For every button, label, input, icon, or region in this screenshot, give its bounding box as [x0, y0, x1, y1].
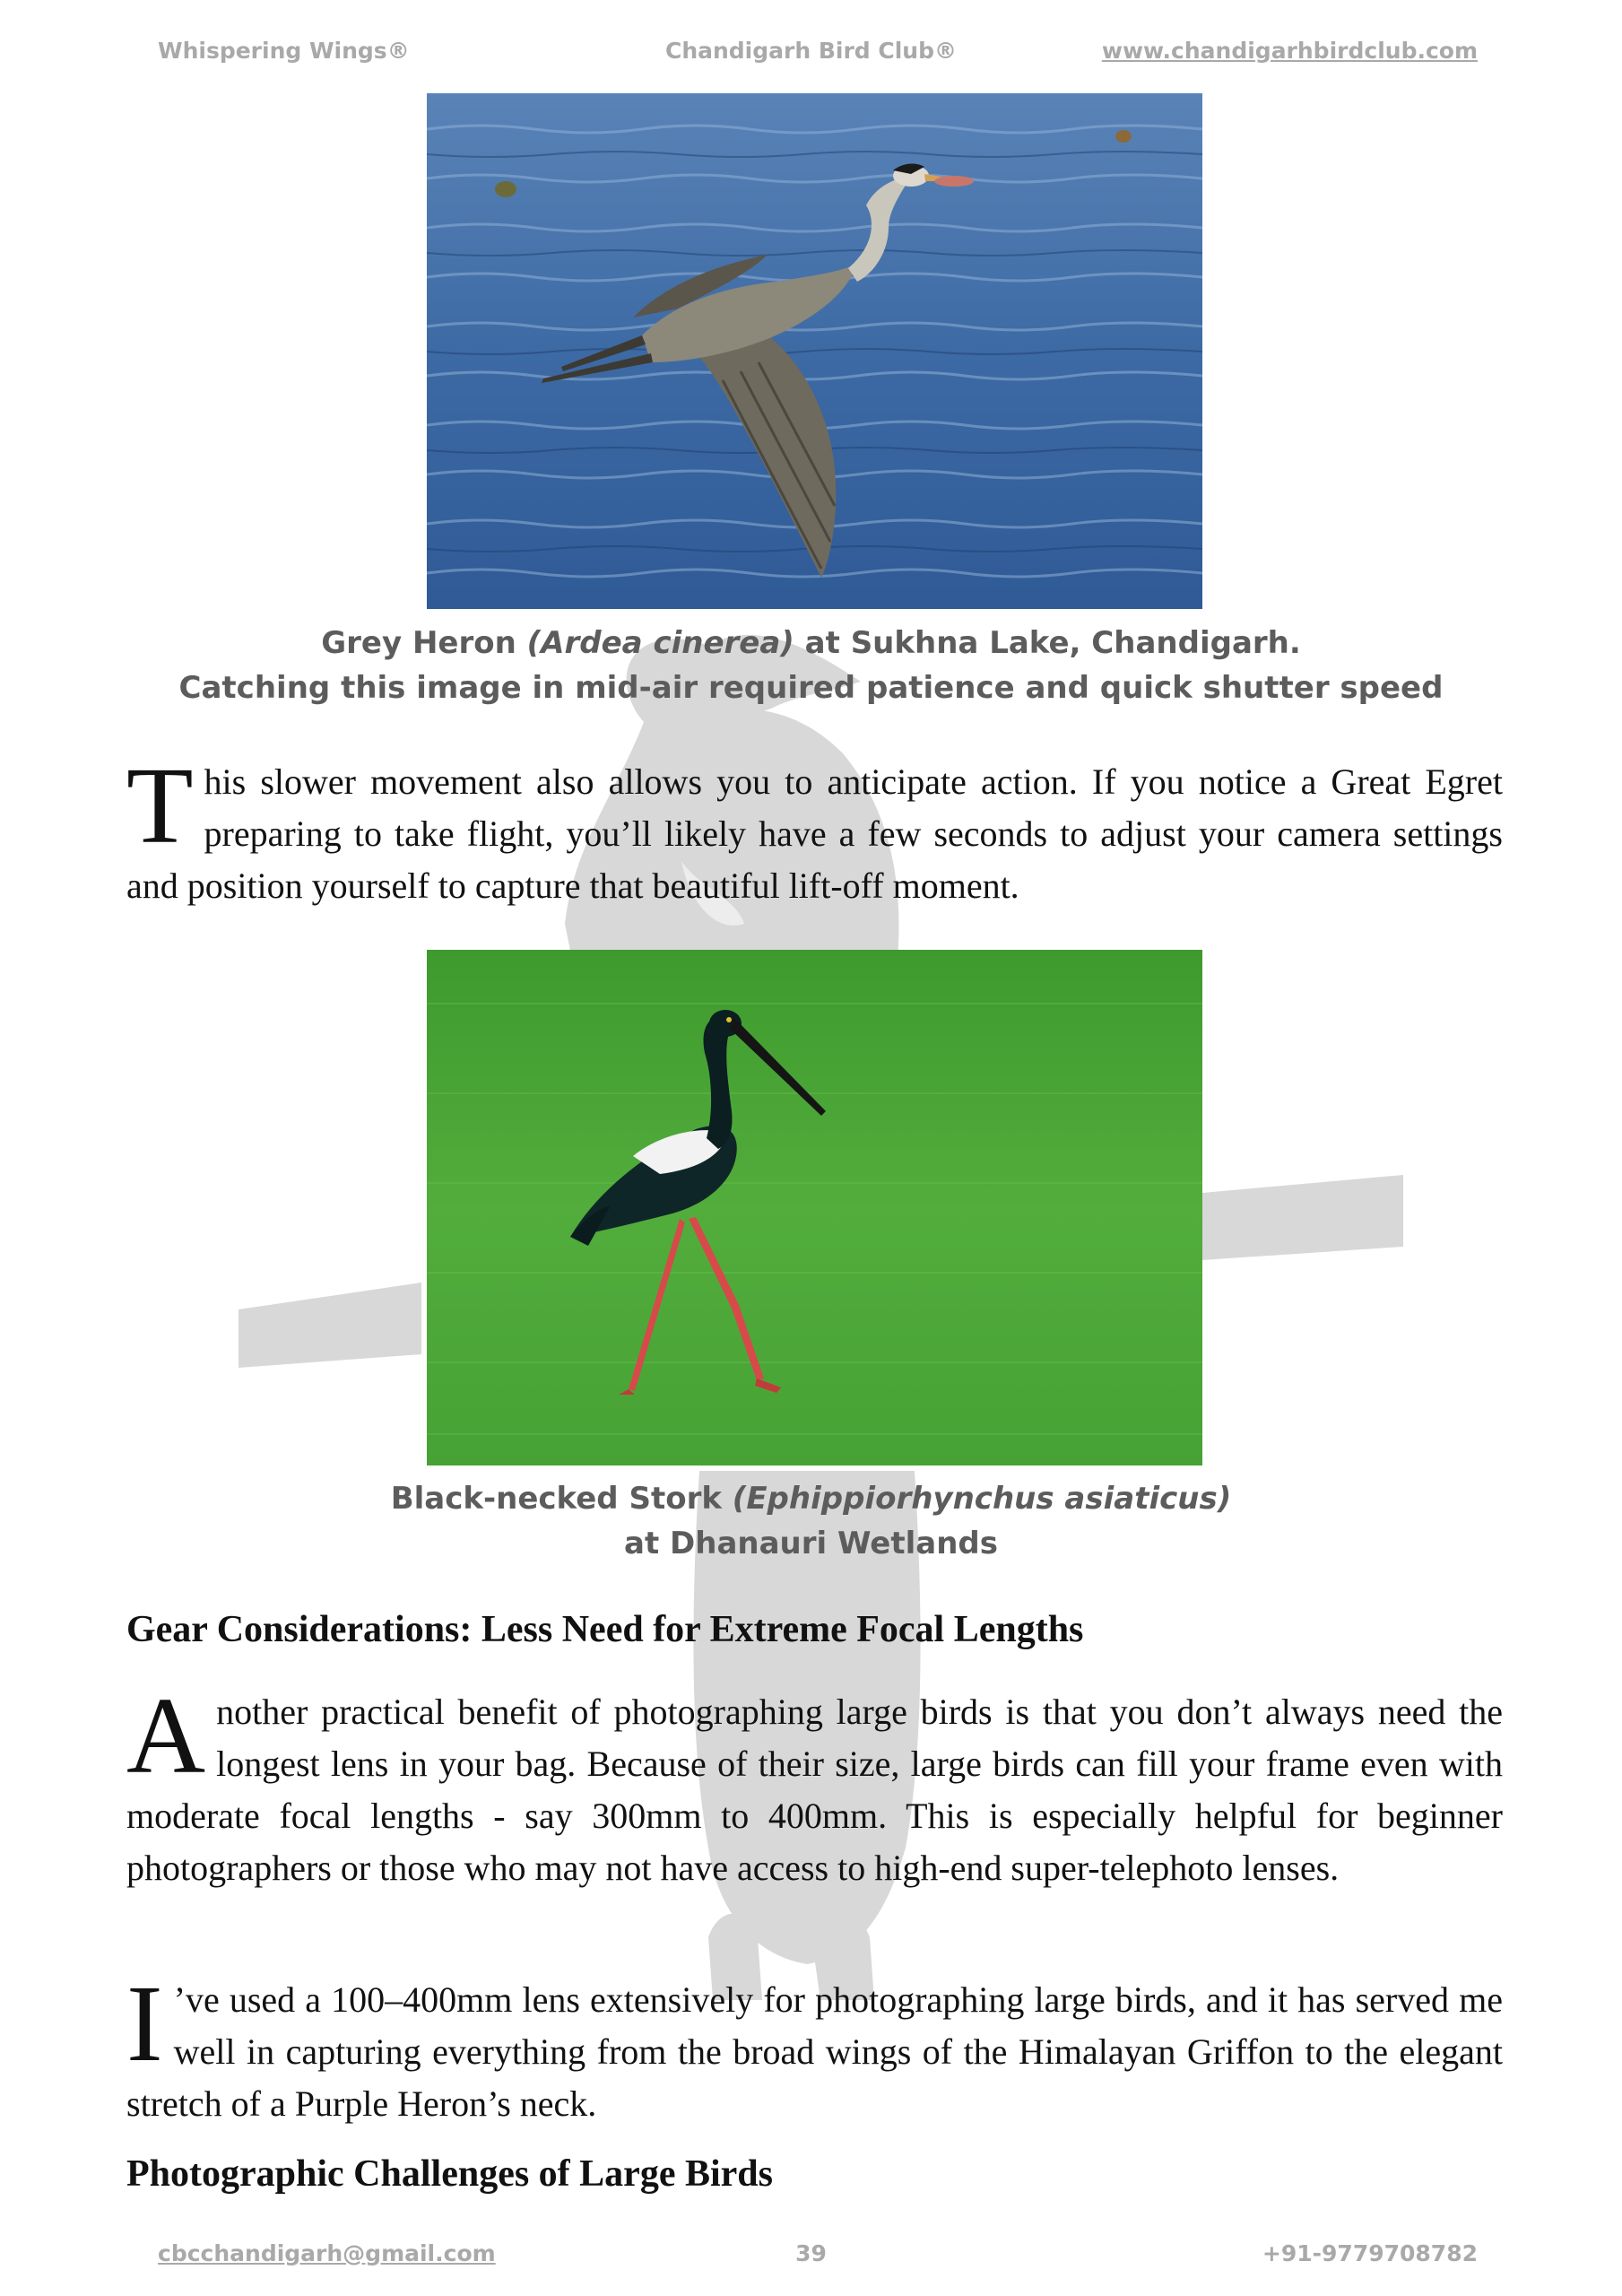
- paragraph-focal-lengths: [126, 1675, 1503, 1894]
- black-necked-stork-photo: [427, 950, 1202, 1465]
- caption-line-1: Grey Heron (Ardea cinerea) at Sukhna Lake, Chandigarh.: [321, 625, 1301, 661]
- paragraph-lens-experience: [126, 1963, 1503, 2130]
- paragraph-text: ’ve used a 100–400mm lens extensively for photographing large birds, and it has served me well in capturing everything from the broad wings of the Himalayan Griffon to the elegant stretch of a Purple Heron’s neck.: [126, 1979, 1503, 2124]
- black-necked-stork-caption: [0, 1476, 1622, 1566]
- section-heading-gear: Gear Considerations: Less Need for Extreme Focal Lengths: [126, 1609, 1084, 1650]
- grey-heron-caption: [0, 621, 1622, 710]
- scientific-name: (Ephippiorhynchus asiaticus): [732, 1481, 1232, 1517]
- caption-line-2: at Dhanauri Wetlands: [624, 1526, 998, 1561]
- footer-phone: +91-9779708782: [1262, 2240, 1478, 2266]
- page-header: [0, 38, 1622, 74]
- paragraph-anticipate-action: [126, 745, 1503, 912]
- paragraph-text: nother practical benefit of photographing large birds is that you don’t always need the longest lens in your bag. Because of their size, large birds can fill your frame even with moderate focal lengths - say 300mm to 400mm. This is especially helpful for beginner photographers or those who may not have access to high-end super-telephoto lenses.: [126, 1692, 1503, 1888]
- page-number: 39: [795, 2240, 827, 2266]
- drop-cap: A: [126, 1675, 206, 1796]
- section-heading-challenges: Photographic Challenges of Large Birds: [126, 2153, 773, 2195]
- paragraph-text: his slower movement also allows you to anticipate action. If you notice a Great Egret preparing to take flight, you’ll likely have a few seconds to adjust your camera settings and position yourself to capture that beautiful lift-off moment.: [126, 761, 1503, 906]
- grey-heron-photo: [427, 93, 1202, 609]
- header-website-link[interactable]: www.chandigarhbirdclub.com: [1101, 38, 1478, 64]
- footer-email-link[interactable]: cbcchandigarh@gmail.com: [158, 2240, 496, 2266]
- caption-line-1: Black-necked Stork (Ephippiorhynchus asiaticus): [390, 1481, 1232, 1517]
- header-club-name: Chandigarh Bird Club®: [664, 38, 958, 64]
- drop-cap: T: [126, 745, 194, 866]
- drop-cap: I: [126, 1963, 163, 2084]
- scientific-name: (Ardea cinerea): [526, 625, 794, 661]
- page-footer: [0, 2240, 1622, 2276]
- caption-line-2: Catching this image in mid-air required patience and quick shutter speed: [178, 670, 1444, 706]
- header-publication: Whispering Wings®: [158, 38, 410, 64]
